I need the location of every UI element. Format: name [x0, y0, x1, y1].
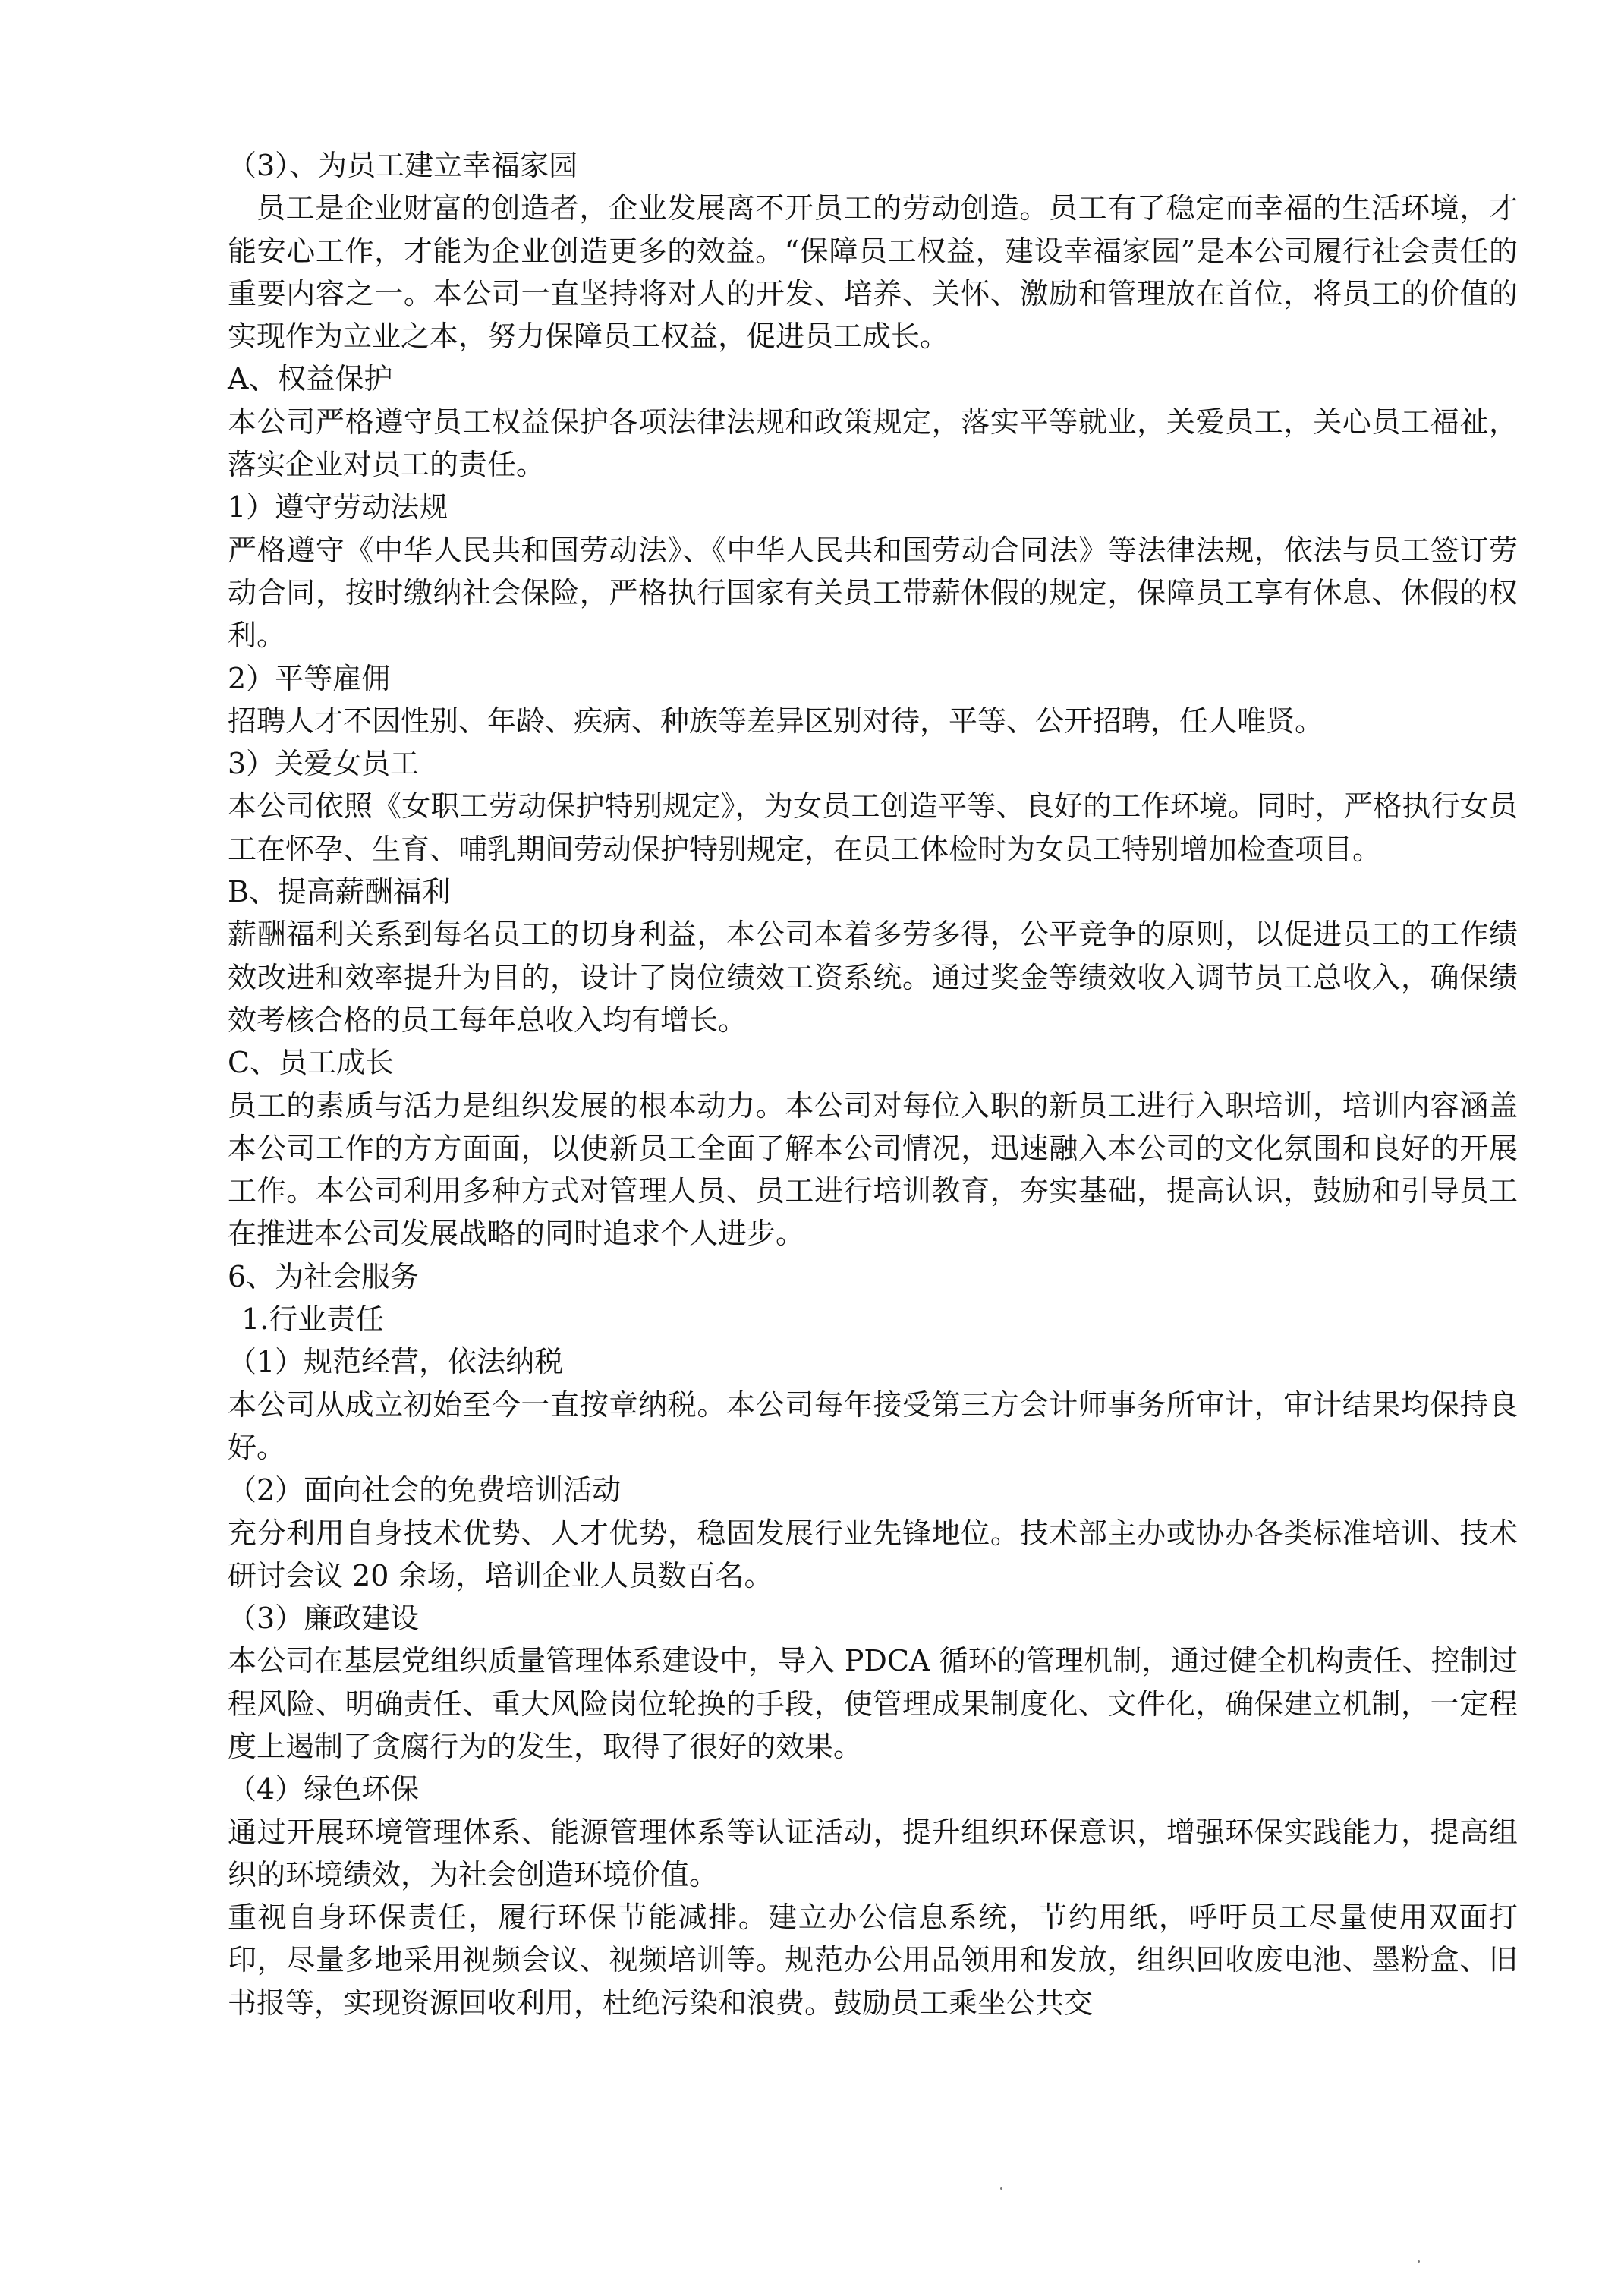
paragraph-employee-growth: 员工的素质与活力是组织发展的根本动力。本公司对每位入职的新员工进行入职培训，培训内容涵盖本公司工作的方方面面，以使新员工全面了解本公司情况，迅速融入本公司的文化氛围和良好的开展工作。本公司利用多种方式对管理人员、员工进行培训教育，夯实基础，提高认识，鼓励和引导员工在推进本公司发展战略的同时追求个人进步。: [228, 1088, 1518, 1251]
heading-female-employees: 3）关爱女员工: [228, 747, 420, 781]
scan-speck: [1000, 2187, 1002, 2190]
heading-tax-compliance: （1）规范经营，依法纳税: [228, 1345, 564, 1379]
paragraph-tax-compliance: 本公司从成立初始至今一直按章纳税。本公司每年接受第三方会计师事务所审计，审计结果均保持良好。: [228, 1387, 1518, 1464]
heading-social-service: 6、为社会服务: [228, 1259, 420, 1293]
scan-speck: [1418, 2260, 1420, 2263]
heading-compensation: B、提高薪酬福利: [228, 875, 451, 909]
paragraph-labor-law: 严格遵守《中华人民共和国劳动法》、《中华人民共和国劳动合同法》等法律法规，依法与员工签订劳动合同，按时缴纳社会保险，严格执行国家有关员工带薪休假的规定，保障员工享有休息、休假的权利。: [228, 533, 1518, 653]
heading-integrity: （3）廉政建设: [228, 1601, 420, 1636]
paragraph-green-2: 重视自身环保责任，履行环保节能减排。建立办公信息系统，节约用纸，呼吁员工尽量使用双面打印，尽量多地采用视频会议、视频培训等。规范办公用品领用和发放，组织回收废电池、墨粉盒、旧书报等，实现资源回收利用，杜绝污染和浪费。鼓励员工乘坐公共交: [228, 1901, 1518, 2020]
heading-rights-protection: A、权益保护: [228, 362, 393, 396]
heading-industry-responsibility: 1.行业责任: [241, 1302, 385, 1337]
paragraph-employee-intro: 员工是企业财富的创造者，企业发展离不开员工的劳动创造。员工有了稳定而幸福的生活环境，才能安心工作，才能为企业创造更多的效益。“保障员工权益，建设幸福家园”是本公司履行社会责任的重要内容之一。本公司一直坚持将对人的开发、培养、关怀、激励和管理放在首位，将员工的价值的实现作为立业之本，努力保障员工权益，促进员工成长。: [228, 191, 1518, 354]
heading-green: （4）绿色环保: [228, 1772, 420, 1806]
paragraph-free-training: 充分利用自身技术优势、人才优势，稳固发展行业先锋地位。技术部主办或协办各类标准培训、技术研讨会议 20 余场，培训企业人员数百名。: [228, 1516, 1518, 1592]
section-heading-happy-home: （3）、为员工建立幸福家园: [228, 149, 578, 182]
paragraph-compensation: 薪酬福利关系到每名员工的切身利益，本公司本着多劳多得，公平竞争的原则，以促进员工的工作绩效改进和效率提升为目的，设计了岗位绩效工资系统。通过奖金等绩效收入调节员工总收入，确保绩效考核合格的员工每年总收入均有增长。: [228, 918, 1518, 1037]
paragraph-green-1: 通过开展环境管理体系、能源管理体系等认证活动，提升组织环保意识，增强环保实践能力，提高组织的环境绩效，为社会创造环境价值。: [228, 1815, 1518, 1891]
paragraph-rights-protection: 本公司严格遵守员工权益保护各项法律法规和政策规定，落实平等就业，关爱员工，关心员工福祉，落实企业对员工的责任。: [228, 405, 1518, 482]
paragraph-equal-employment: 招聘人才不因性别、年龄、疾病、种族等差异区别对待，平等、公开招聘，任人唯贤。: [228, 704, 1324, 738]
document-page: [228, 144, 1518, 2024]
paragraph-female-employees: 本公司依照《女职工劳动保护特别规定》，为女员工创造平等、良好的工作环境。同时，严格执行女员工在怀孕、生育、哺乳期间劳动保护特别规定，在员工体检时为女员工特别增加检查项目。: [228, 789, 1518, 866]
paragraph-integrity: 本公司在基层党组织质量管理体系建设中，导入 PDCA 循环的管理机制，通过健全机构责任、控制过程风险、明确责任、重大风险岗位轮换的手段，使管理成果制度化、文件化，确保建立机制，一定程度上遏制了贪腐行为的发生，取得了很好的效果。: [228, 1644, 1518, 1763]
heading-labor-law: 1）遵守劳动法规: [228, 490, 448, 524]
heading-free-training: （2）面向社会的免费培训活动: [228, 1473, 622, 1507]
heading-employee-growth: C、员工成长: [228, 1046, 395, 1080]
heading-equal-employment: 2）平等雇佣: [228, 661, 391, 695]
